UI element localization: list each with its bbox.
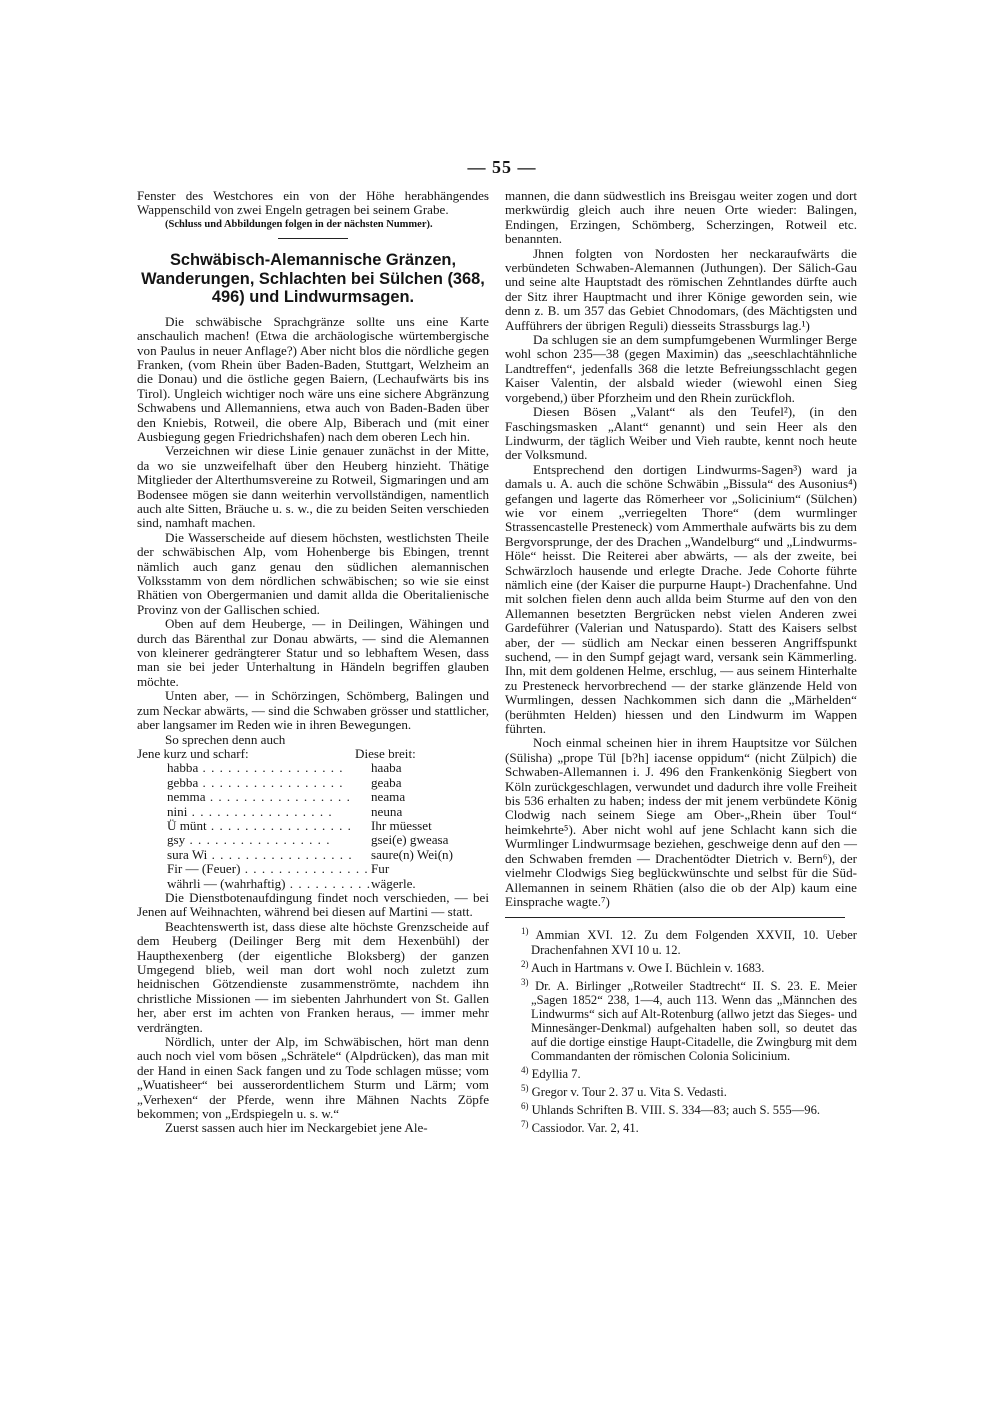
paragraph: Diesen Bösen „Valant“ als den Teufel²), (in den Faschingsmasken „Alant“ genannt) und sein Heer als den Lindwurm, der täglich Weiber und Vieh raubte, kennt noch heute der Volksmund. [505, 404, 857, 463]
word-left: gsy . . . [137, 833, 371, 847]
word-right: Fur [371, 861, 390, 877]
paragraph: Zuerst sassen auch hier im Neckargebiet jene Ale- [165, 1120, 428, 1136]
word-right: Ihr müesset [371, 817, 432, 833]
paragraph: Verzeichnen wir diese Linie genauer zunächst in der Mitte, da wo sie unzweifelhaft über den Heuberg hinzieht. Thätige Mitglieder der Alterthumsvereine zu Rotweil, Sigmaringen und am Bodensee mögen sie dann weiterhin vervollständigen, namentlich auch alte Sitten, Bräuche u. s. w., die zu beiden Seiten verschieden sind, namhaft machen. [137, 443, 489, 531]
table-row [137, 761, 489, 775]
footnote-marker: 3) [521, 976, 529, 987]
table-row [137, 833, 489, 847]
footnote [505, 1117, 857, 1135]
footnote-text: Gregor v. Tour 2. 37 u. Vita S. Vedasti. [531, 1085, 727, 1100]
footnote-text: Dr. A. Birlinger „Rotweiler Stadtrecht“ II. S. 23. E. Meier „Sagen 1852“ 238, 1—4, auch 113. Wenn das „Männchen des Lindwurms“ sich auf Alt-Rotenburg (allwo jetzt das Sieges- und Minnesänger-Denkmal) aufgehalten haben soll, so deutet das auf die dortige einstige Haupt-Citadelle, die Zwingburg mit dem Commandanten der römischen Colonia Solicinium. [531, 978, 857, 1063]
word-right: neuna [371, 803, 403, 819]
footnote-divider [505, 917, 845, 918]
table-head-right: Diese breit: [355, 745, 416, 761]
divider [278, 238, 348, 239]
word-left: sura Wi . . . [137, 848, 371, 862]
paragraph: Da schlugen sie an dem sumpfumgebenen Wurmlinger Berge wohl schon 235—38 (gegen Maximin) das „seeschlachtähnliche Landtreffen“, jedenfalls 368 die letzte Befreiungsschlacht gegen Kaiser Valentin, der alsbald wieder (wiewohl einen Sieg vorgebend,) über Pforzheim und den Rhein zurückfloh. [505, 332, 857, 405]
footnote-marker: 5) [521, 1083, 529, 1094]
paragraph: Die Wasserscheide auf diesem höchsten, westlichsten Theile der schwäbischen Alp, vom Hohenberge bis Ebingen, trennt nämlich auch ganz genau den südlichen alemannischen Volksstamm von dem nördlichen schwäbischen; so wie sie einst Rhätien von Obergermanien und damit allda die Oberitalienische Provinz von der Gallischen schied. [137, 529, 489, 617]
word-left: Ü münt . . . [137, 819, 371, 833]
paragraph: Die schwäbische Sprachgränze sollte uns eine Karte anschaulich machen! (Etwa die archäologische würtembergische von Paulus in neuer Anflage?) Aber nicht blos die nördliche gegen Franken, (vom Rhein über Baden-Baden, Stuttgart, Welzheim an die Donau) und die östliche gegen Baiern, (Lechaufwärts bis ins Tirol). Ungleich wichtiger noch wäre uns eine sichere Abgränzung Schwabens und Allemanniens, etwa auch von Baden-Baden über den Kniebis, Rotweil, die obere Alp, Biberach und (mit einer Ausbiegung gegen Friedrichshafen) nach dem oberen Lech hin. [137, 313, 489, 444]
paragraph: Unten aber, — in Schörzingen, Schömberg, Balingen und zum Neckar abwärts, — sind die Schwaben grösser und stattlicher, aber langsamer im Reden wie in ihren Bewegungen. [137, 688, 489, 733]
dialect-word-table [137, 747, 489, 891]
footnote-marker: 7) [521, 1119, 529, 1130]
paragraph: Jhnen folgten von Nordosten her neckaraufwärts die verbündeten Schwaben-Alemannen (Juthungen). Der Sälich-Gau und seine alte Hauptstadt des römischen Zehntlandes dürfte auch der Sitz ihrer Hauptmacht und ihrer Könige geworden sein, wie denn z. B. um 357 das Gebiet Chnodomars, (des Mächtigsten und Aufführers der übrigen Reguli) diesseits Strassburgs lag.¹) [505, 245, 857, 333]
word-right: haaba [371, 760, 402, 776]
footnote-text: Auch in Hartmans v. Owe I. Büchlein v. 1683. [530, 960, 765, 975]
paragraph: mannen, die dann südwestlich ins Breisgau weiter zogen und dort merkwürdig gleich auch ihre neuen Orte wieder: Balingen, Endingen, Erzingen, Schömberg, Scherzingen, Rotweil etc. benannten. [505, 188, 857, 247]
word-left: nini . . . [137, 805, 371, 819]
word-right: wägerle. [371, 875, 416, 891]
paragraph: Oben auf dem Heuberge, — in Deilingen, Wähingen und durch das Bärenthal zur Donau abwärts, — sind die Alemannen von kleinerer gedrängterer Statur und so lebhaftem Wesen, dass man sie bei jeder Unterhaltung in Händeln begriffen glauben möchte. [137, 616, 489, 689]
table-row [137, 862, 489, 876]
footnote-text: Ammian XVI. 12. Zu dem Folgenden XXVII, 10. Ueber Drachenfahnen XVI 10 u. 12. [531, 928, 857, 957]
page-number: — 55 — [467, 157, 537, 177]
footnotes [505, 924, 857, 1135]
table-header [137, 747, 489, 761]
word-left: währli — (wahrhaftig) . . . [137, 877, 371, 891]
paragraph: Die Dienstbotenaufdingung findet noch verschieden, — bei Jenen auf Weihnachten, während bei diesen auf Martini — statt. [137, 889, 489, 920]
footnote [505, 924, 857, 956]
word-right: gsei(e) gweasa [371, 832, 449, 848]
footnote [505, 1099, 857, 1117]
table-intro: So sprechen denn auch [165, 731, 286, 747]
footnote-text: Cassiodor. Var. 2, 41. [531, 1121, 639, 1136]
word-left: Fir — (Feuer) . . . [137, 862, 371, 876]
table-row [137, 819, 489, 833]
word-right: neama [371, 789, 406, 805]
article-heading: Schwäbisch-Alemannische Gränzen, Wanderungen, Schlachten bei Sülchen (368, 496) und Lindwurmsagen. [141, 251, 485, 307]
paragraph: Noch einmal scheinen hier in ihrem Hauptsitze vor Sülchen (Sülisha) „prope Tül [b?h] iacense oppidum“ (nicht Zülpich) die Schwaben-Allemannen i. J. 496 den Frankenkönig Siegbert von Köln zurückgeschlagen, verwundet und dadurch ihre volle Freiheit bis 536 erhalten zu haben; indess der mit jenem verbündete König Clodwig nach seinem Siege am Ober-„Rhein über Toul“ heimkehrte⁵). Aber nicht wohl auf jene Schlacht kann sich die Wurmlinger Lindwurmsage beziehen, geschweige denn auf den — den Schwaben fremden — Drachentödter Dietrich v. Bern⁶), der vielmehr Clodwigs Sieg beglückwünschte und selbst für die Süd-Allemannen in seinem Rhätien (also die ob der Alp) kaum eine Einsprache wagte.⁷) [505, 735, 857, 909]
footnote-marker: 1) [521, 926, 529, 937]
paragraph: Nördlich, unter der Alp, im Schwäbischen, hört man denn auch noch viel vom bösen „Schrätele“ (Alpdrücken), das man mit der Hand in einen Sack fangen und zu Tode schlagen müsse; vom „Wuatisheer“ bei ausserordentlichem Sturm und Lärm; vom „Verhexen“ der Pferde, wenn ihre Mähnen Nachts Zöpfe bekommen; von „Erdspiegeln u. s. w.“ [137, 1034, 489, 1122]
left-column [137, 189, 489, 1136]
word-left: habba . . . [137, 761, 371, 775]
table-row [137, 848, 489, 862]
intro-paragraph: Fenster des Westchores ein von der Höhe herabhängendes Wappenschild von zwei Engeln getragen bei seinem Grabe. [137, 188, 489, 218]
footnote [505, 975, 857, 1063]
footnote [505, 1081, 857, 1099]
footnote [505, 957, 857, 975]
table-head-left: Jene kurz und scharf: [137, 745, 249, 761]
table-row [137, 877, 489, 891]
footnote-marker: 6) [521, 1101, 529, 1112]
footnote-marker: 2) [521, 958, 529, 969]
table-row [137, 805, 489, 819]
footnote-text: Edyllia 7. [531, 1067, 581, 1082]
right-column [505, 189, 857, 1136]
word-right: saure(n) Wei(n) [371, 846, 453, 862]
table-row [137, 776, 489, 790]
word-left: gebba . . . [137, 776, 371, 790]
footnote [505, 1063, 857, 1081]
footnote-text: Uhlands Schriften B. VIII. S. 334—83; auch S. 555—96. [531, 1103, 821, 1118]
word-right: geaba [371, 774, 402, 790]
footnote-marker: 4) [521, 1064, 529, 1075]
continued-note: (Schluss und Abbildungen folgen in der nächsten Nummer). [165, 218, 433, 230]
word-left: nemma . . . [137, 790, 371, 804]
table-row [137, 790, 489, 804]
paragraph: Entsprechend den dortigen Lindwurms-Sagen³) ward ja damals u. A. auch die schöne Schwäbin „Bissula“ des Ausonius⁴) gefangen und lagerte das Römerheer vor „Solicinium“ (Sülchen) wie vor einem „verriegelten Thore“ (dem wurmlinger Strassencastelle Presteneck) vom Ammerthale aufwärts bis zu dem Bergvorsprunge, der des Drachen „Wandelburg“ und „Lindwurms-Höle“ heisst. Die Reiterei aber abwärts, — als der zweite, bei Schwärzloch hausende und erlegte Drache. Jede Cohorte führte nämlich eine (der Kaiser die purpurne Haupt-) Drachenfahne. Und mit solchen fielen denn auch allda beim Sturme auf den von den Allemannen besetzten Bergrücken nebst vielen Anderen zwei Gardeführer (Valerian und Natuspardo). Statt des Kaisers selbst aber, der — südlich am Neckar einen besseren Angriffspunkt suchend, — in den Sumpf gejagt ward, versank sein Kämmerling. Ihn, mit dem goldenen Helme, erschlug, — aus seinem Hinterhalte zu Presteneck hervorbrechend — der starke glänzende Held von Wurmlingen, dessen Nachkommen sich dann die „Märhelden“ (berühmten Helden) hiessen und den Lindwurm im Wappen führten. [505, 461, 857, 737]
paragraph: Beachtenswerth ist, dass diese alte höchste Grenzscheide auf dem Heuberg (Deilinger Berg mit dem Hexenbühl) der Haupthexenberg (der eigentliche Bloksberg) der ganzen Umgegend blieb, weil man dort wohl noch zuletzt zum heidnischen Götzendienste zusammenströmte, nachdem ihn christliche Missionen — im siebenten Jahrhundert von St. Gallen her, aber erst im achten von Franken heraus, — immer mehr verdrängten. [137, 918, 489, 1035]
